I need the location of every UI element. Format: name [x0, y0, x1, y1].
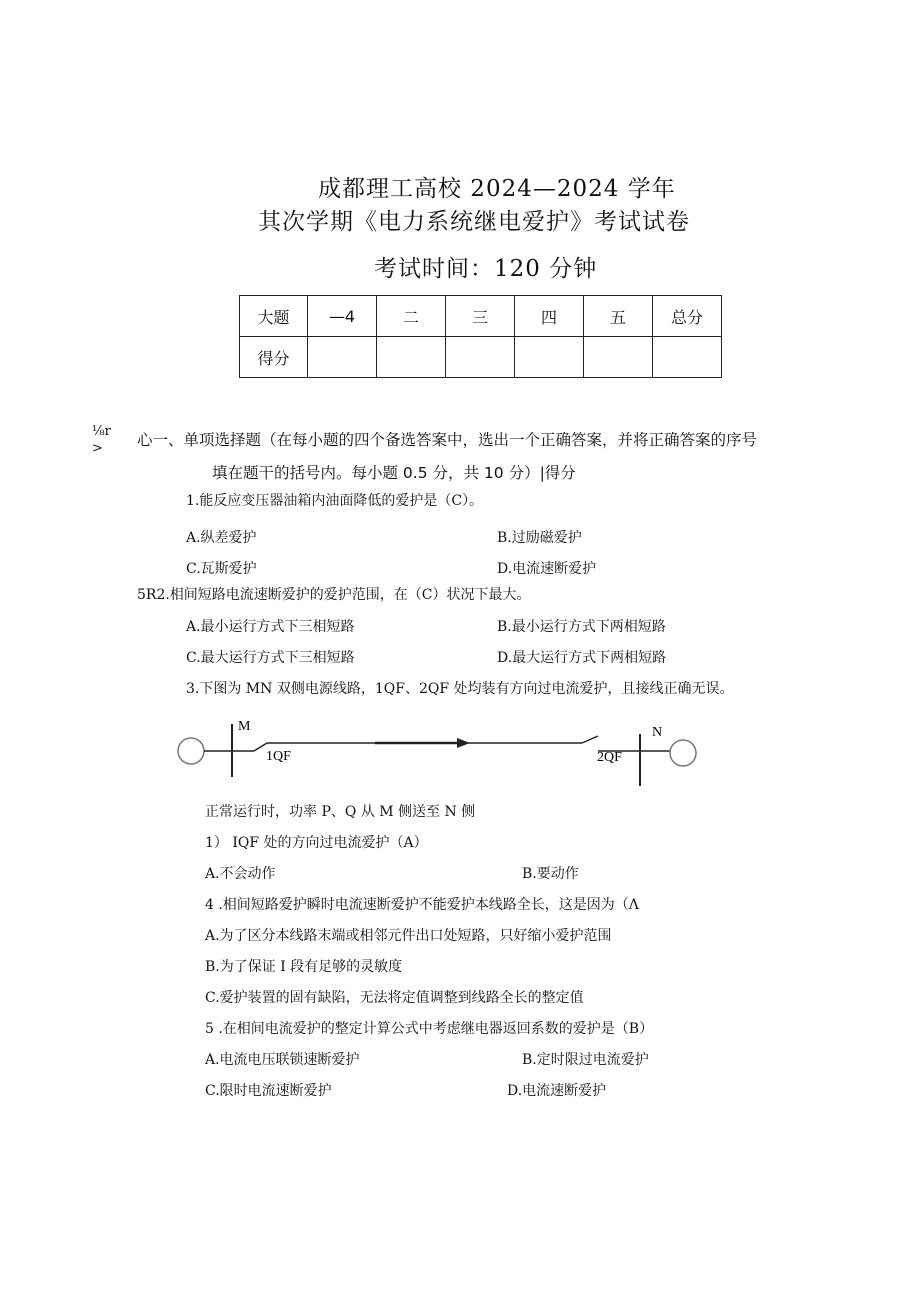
- score-cell: —4: [308, 296, 377, 337]
- power-flow-arrow-icon: [457, 738, 470, 748]
- option-c: C.瓦斯爱护: [186, 561, 257, 577]
- option-a: A.纵差爱护: [186, 530, 257, 546]
- option-a: A.不会动作: [205, 866, 276, 882]
- score-table: [239, 295, 722, 378]
- question-note: 正常运行时，功率 P、Q 从 M 侧送至 N 侧: [205, 804, 476, 820]
- score-input-cell[interactable]: [377, 337, 446, 378]
- option-d: D.最大运行方式下两相短路: [497, 650, 667, 666]
- option-b: B.要动作: [522, 866, 579, 882]
- option-a: A.最小运行方式下三相短路: [186, 619, 355, 635]
- exam-title-line1: 成都理工高校 2024—2024 学年: [318, 176, 676, 202]
- question-stem: 4 .相间短路爱护瞬时电流速断爱护不能爱护本线路全长，这是因为（Λ: [205, 897, 639, 913]
- option-c: C.最大运行方式下三相短路: [186, 650, 355, 666]
- mn-line-diagram: [170, 712, 710, 792]
- label-2qf: 2QF: [597, 750, 622, 765]
- label-m: M: [238, 719, 251, 734]
- score-cell: 五: [584, 296, 653, 337]
- option-c: C.限时电流速断爱护: [205, 1083, 332, 1099]
- option-d: D.电流速断爱护: [507, 1083, 607, 1099]
- score-input-cell[interactable]: [446, 337, 515, 378]
- option-c: C.爱护装置的固有缺陷，无法将定值调整到线路全长的整定值: [205, 990, 584, 1006]
- sub-question: 1） IQF 处的方向过电流爱护（A）: [205, 835, 428, 851]
- source-m-icon: [178, 738, 204, 764]
- exam-duration: 考试时间：120 分钟: [374, 256, 598, 282]
- margin-mark: ⅛r: [92, 424, 111, 439]
- question-stem: 5 .在相间电流爱护的整定计算公式中考虑继电器返回系数的爱护是（B）: [205, 1021, 654, 1037]
- score-cell: 四: [515, 296, 584, 337]
- score-input-cell[interactable]: [308, 337, 377, 378]
- source-n-icon: [670, 740, 696, 766]
- score-cell: 三: [446, 296, 515, 337]
- score-input-cell[interactable]: [584, 337, 653, 378]
- score-cell: 二: [377, 296, 446, 337]
- exam-title-line2: 其次学期《电力系统继电爱护》考试试卷: [258, 209, 690, 235]
- question-stem: 5R2.相间短路电流速断爱护的爱护范围，在（C）状况下最大。: [137, 587, 531, 603]
- option-b: B.过励磁爱护: [497, 530, 582, 546]
- score-input-cell[interactable]: [515, 337, 584, 378]
- option-b: B.定时限过电流爱护: [522, 1052, 649, 1068]
- question-stem: 3.下图为 MN 双侧电源线路，1QF、2QF 处均装有方向过电流爱护，且接线正确无误。: [186, 681, 734, 697]
- option-b: B.最小运行方式下两相短路: [497, 619, 666, 635]
- option-d: D.电流速断爱护: [497, 561, 597, 577]
- label-1qf: 1QF: [266, 749, 291, 764]
- score-input-cell[interactable]: [653, 337, 722, 378]
- score-cell: 总分: [653, 296, 722, 337]
- section-heading-cont: 填在题干的括号内。每小题 0.5 分，共 10 分）|得分: [212, 464, 576, 482]
- score-cell: 大题: [240, 296, 308, 337]
- score-table-score-row: [240, 337, 722, 378]
- margin-mark: >: [92, 441, 103, 456]
- score-table-header-row: [240, 296, 722, 337]
- option-a: A.为了区分本线路末端或相邻元件出口处短路，只好缩小爱护范围: [205, 928, 612, 944]
- breaker-2qf-icon: [582, 736, 598, 743]
- question-stem: 1.能反应变压器油箱内油面降低的爱护是（C）。: [186, 493, 484, 509]
- option-a: A.电流电压联锁速断爱护: [205, 1052, 360, 1068]
- score-row-label: 得分: [240, 337, 308, 378]
- section-heading: 心一、单项选择题（在每小题的四个备选答案中，选出一个正确答案，并将正确答案的序号: [137, 431, 758, 449]
- option-b: B.为了保证 I 段有足够的灵敏度: [205, 959, 403, 975]
- label-n: N: [652, 725, 663, 740]
